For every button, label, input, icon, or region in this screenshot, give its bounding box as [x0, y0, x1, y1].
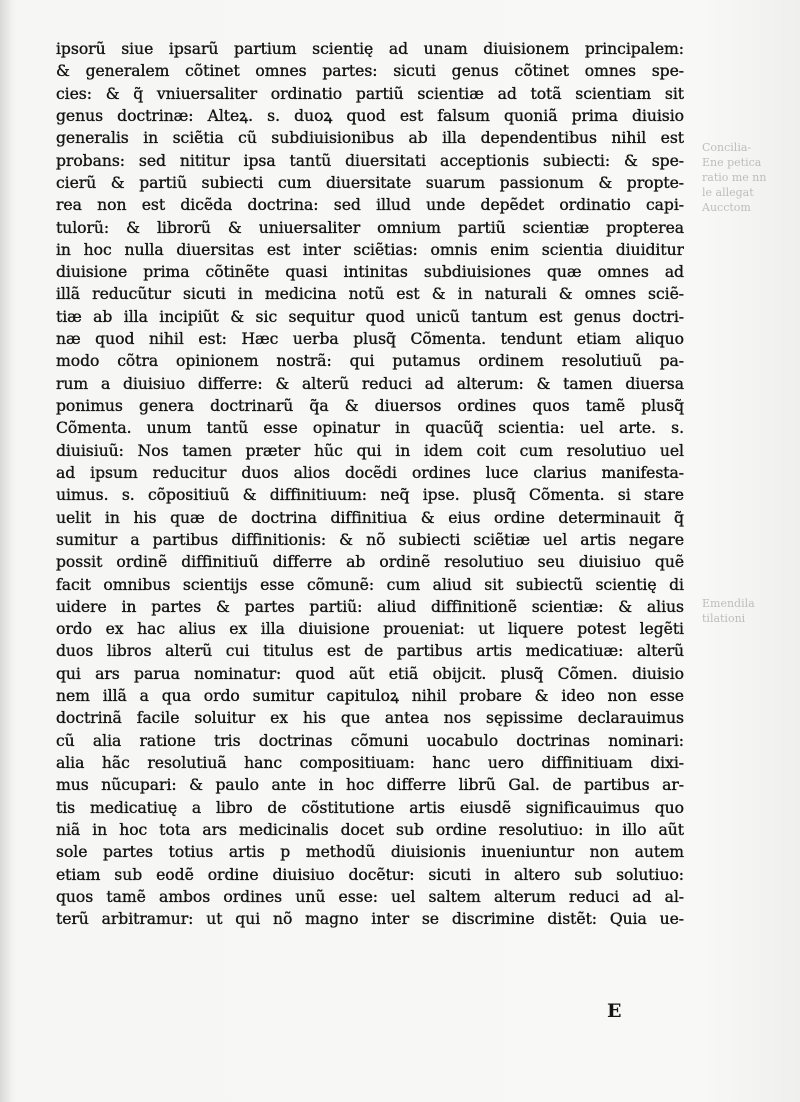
- text-line: diuisione prima cõtinẽte quasi intinitas subdiuisiones quæ omnes ad: [56, 263, 684, 282]
- text-line: doctrinã facile soluitur ex his que antea nos sępissime declarauimus: [56, 709, 684, 728]
- text-line: tulorũ: & librorũ & uniuersaliter omnium partiũ scientiæ propterea: [56, 218, 684, 237]
- text-line: cũ alia ratione tris doctrinas cõmuni uocabulo doctrinas nominari:: [56, 731, 684, 750]
- text-line: ordo ex hac alius ex illa diuisione proueniat: ut liquere potest legẽti: [56, 620, 684, 639]
- text-line: Cõmenta. unum tantũ esse opinatur in quacũq̃ scientia: uel arte. s.: [56, 419, 684, 438]
- text-line: diuisiuũ: Nos tamen præter hũc qui in idem coit cum resolutiuo uel: [56, 441, 684, 460]
- text-line: cierũ & partiũ subiecti cum diuersitate suarum passionum & propte-: [56, 173, 684, 192]
- signature-mark: E: [607, 1000, 622, 1022]
- text-line: genus doctrinæ: Alteꝝ. s. duoꝝ quod est falsum quoniã prima diuisio: [56, 106, 684, 125]
- text-line: & generalem cõtinet omnes partes: sicuti genus cõtinet omnes spe-: [56, 62, 684, 81]
- text-line: tis medicatiuę a libro de cõstitutione artis eiusdẽ significauimus quo: [56, 798, 684, 817]
- text-line: illã reducũtur sicuti in medicina notũ est & in naturali & omnes sciẽ-: [56, 285, 684, 304]
- text-line: uimus. s. cõpositiuũ & diffinitiuum: neq̃ ipse. plusq̃ Cõmenta. si stare: [56, 486, 684, 505]
- text-line: terũ arbitramur: ut qui nõ magno inter se discrimine distẽt: Quia ue-: [56, 910, 684, 929]
- text-line: ad ipsum reducitur duos alios docẽdi ordines luce clarius manifesta-: [56, 463, 684, 482]
- text-line: rea non est dicẽda doctrina: sed illud unde depẽdet ordinatio capi-: [56, 196, 684, 215]
- text-line: rum a diuisiuo differre: & alterũ reduci ad alterum: & tamen diuersa: [56, 374, 684, 393]
- text-line: quos tamẽ ambos ordines unũ esse: uel saltem alterum reduci ad al-: [56, 887, 684, 906]
- text-line: uidere in partes & partes partiũ: aliud diffinitionẽ scientiæ: & alius: [56, 597, 684, 616]
- text-line: cies: & q̃ vniuersaliter ordinatio partiũ scientiæ ad totã scientiam sit: [56, 84, 684, 103]
- text-line: nem illã a qua ordo sumitur capituloꝝ nihil probare & ideo non esse: [56, 687, 684, 706]
- text-line: etiam sub eodẽ ordine diuisiuo docẽtur: sicuti in altero sub solutiuo:: [56, 865, 684, 884]
- show-through-text: Emendila tilationi: [702, 597, 755, 625]
- text-line: mus nũcupari: & paulo ante in hoc differre librũ Gal. de partibus ar-: [56, 776, 684, 795]
- text-line: tiæ ab illa incipiũt & sic sequitur quod unicũ tantum est genus doctri-: [56, 307, 684, 326]
- text-line: uelit in his quæ de doctrina diffinitiua & eius ordine determinauit q̃: [56, 508, 684, 527]
- show-through-text: Concilia- Ene petica ratio me nn le allegat Aucctom: [702, 141, 767, 214]
- text-line: ponimus genera doctrinarũ q̃a & diuersos ordines quos tamẽ plusq̃: [56, 397, 684, 415]
- text-line: generalis in sciẽtia cũ subdiuisionibus ab illa dependentibus nihil est: [56, 129, 684, 148]
- gutter-shadow: [0, 0, 12, 1102]
- text-line: ipsorũ siue ipsarũ partium scientię ad unam diuisionem principalem:: [56, 40, 684, 58]
- text-line: sole partes totius artis p methodũ diuisionis inueniuntur non autem: [56, 843, 684, 862]
- text-line: qui ars parua nominatur: quod aũt etiã obijcit. plusq̃ Cõmen. diuisio: [56, 664, 684, 683]
- text-line: duos libros alterũ cui titulus est de partibus artis medicatiuæ: alterũ: [56, 642, 684, 661]
- text-line: possit ordinẽ diffinitiuũ differre ab ordinẽ resolutiuo seu diuisiuo quẽ: [56, 553, 684, 572]
- text-line: næ quod nihil est: Hæc uerba plusq̃ Cõmenta. tendunt etiam aliquo: [56, 330, 684, 349]
- text-line: sumitur a partibus diffinitionis: & nõ subiecti sciẽtiæ uel artis negare: [56, 530, 684, 549]
- text-line: alia hãc resolutiuã hanc compositiuam: hanc uero diffinitiuam dixi-: [56, 754, 684, 772]
- text-line: facit omnibus scientijs esse cõmunẽ: cum aliud sit subiectũ scientię di: [56, 575, 684, 594]
- text-line: probans: sed nititur ipsa tantũ diuersitati acceptionis subiecti: & spe-: [56, 151, 684, 170]
- text-line: niã in hoc tota ars medicinalis docet sub ordine resolutiuo: in illo aũt: [56, 820, 684, 839]
- text-line: modo cõtra opinionem nostrã: qui putamus ordinem resolutiuũ pa-: [56, 352, 684, 371]
- text-line: in hoc nulla diuersitas est inter sciẽtias: omnis enim scientia diuiditur: [56, 240, 684, 259]
- body-text: [56, 38, 684, 931]
